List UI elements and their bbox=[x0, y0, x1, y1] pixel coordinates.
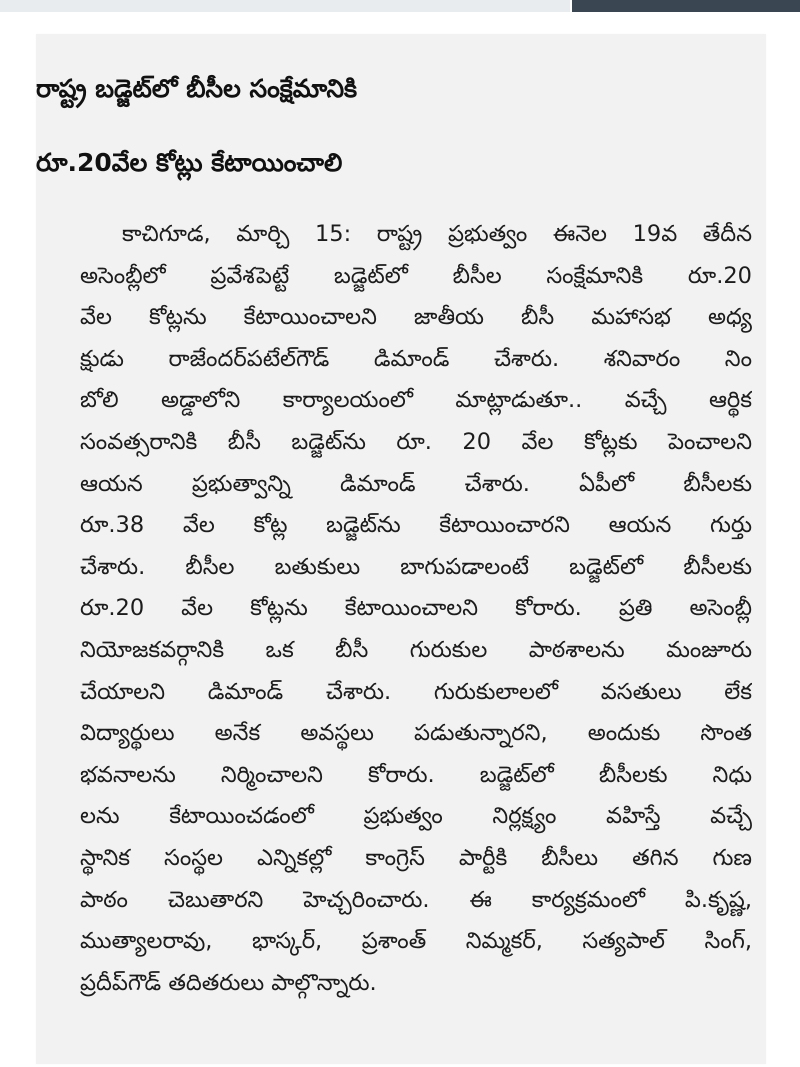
headline bbox=[36, 52, 766, 200]
body-line: చేశారు. బీసీల బతుకులు బాగుపడాలంటే బడ్జెట్‌లో బీసీలకు bbox=[80, 553, 752, 580]
body-line: సంవత్సరానికి బీసీ బడ్జెట్‌ను రూ. 20 వేల కోట్లకు పెంచాలని bbox=[80, 428, 752, 455]
body-line: అసెంబ్లీలో ప్రవేశపెట్టే బడ్జెట్‌లో బీసీల సంక్షేమానికి రూ.20 bbox=[80, 262, 752, 289]
body-line: కాచిగూడ, మార్చి 15: రాష్ట్ర ప్రభుత్వం ఈనెల 19వ తేదీన bbox=[122, 221, 752, 247]
body-line: వేల కోట్లను కేటాయించాలని జాతీయ బీసీ మహాసభ అధ్య bbox=[80, 304, 752, 331]
body-line: బోలి అడ్డాలోని కార్యాలయంలో మాట్లాడుతూ.. వచ్చే ఆర్థిక bbox=[80, 387, 752, 414]
news-clipping bbox=[36, 34, 766, 1064]
body-line: చేయాలని డిమాండ్ చేశారు. గురుకులాలలో వసతులు లేక bbox=[80, 678, 752, 705]
body-line: రూ.20 వేల కోట్లను కేటాయించాలని కోరారు. ప్రతి అసెంబ్లీ bbox=[80, 595, 752, 622]
body-line: రూ.38 వేల కోట్ల బడ్జెట్‌ను కేటాయించారని ఆయన గుర్తు bbox=[80, 512, 752, 539]
headline-line-1: రాష్ట్ర బడ్జెట్‌లో బీసీల సంక్షేమానికి bbox=[36, 74, 358, 103]
body-line: భవనాలను నిర్మించాలని కోరారు. బడ్జెట్‌లో బీసీలకు నిధు bbox=[80, 761, 752, 788]
body-line: ముత్యాలరావు, భాస్కర్, ప్రశాంత్ నిమ్మకర్, సత్యపాల్ సింగ్, bbox=[80, 928, 752, 955]
body-line: పాఠం చెబుతారని హెచ్చరించారు. ఈ కార్యక్రమంలో పి.కృష్ణ, bbox=[80, 886, 752, 913]
top-strip bbox=[0, 0, 570, 12]
body-line: స్థానిక సంస్థల ఎన్నికల్లో కాంగ్రెస్ పార్టీకి బీసీలు తగిన గుణ bbox=[80, 844, 752, 871]
body-line: నియోజకవర్గానికి ఒక బీసీ గురుకుల పాఠశాలను మంజూరు bbox=[80, 636, 752, 663]
body-line: విద్యార్థులు అనేక అవస్థలు పడుతున్నారని, అందుకు సొంత bbox=[80, 720, 752, 747]
headline-line-2: రూ.20వేల కోట్లు కేటాయించాలి bbox=[36, 148, 343, 177]
body-line: లను కేటాయించడంలో ప్రభుత్వం నిర్లక్ష్యం వహిస్తే వచ్చే bbox=[80, 803, 752, 830]
top-strip-dark-bar bbox=[572, 0, 800, 12]
article-body bbox=[80, 214, 752, 1004]
body-line: ప్రదీప్‌గౌడ్ తదితరులు పాల్గొన్నారు. bbox=[80, 969, 377, 996]
body-line: ఆయన ప్రభుత్వాన్ని డిమాండ్ చేశారు. ఏపీలో బీసీలకు bbox=[80, 470, 752, 497]
body-line: క్షుడు రాజేందర్‌పటేల్‌గౌడ్ డిమాండ్ చేశారు. శనివారం నిం bbox=[80, 345, 752, 372]
